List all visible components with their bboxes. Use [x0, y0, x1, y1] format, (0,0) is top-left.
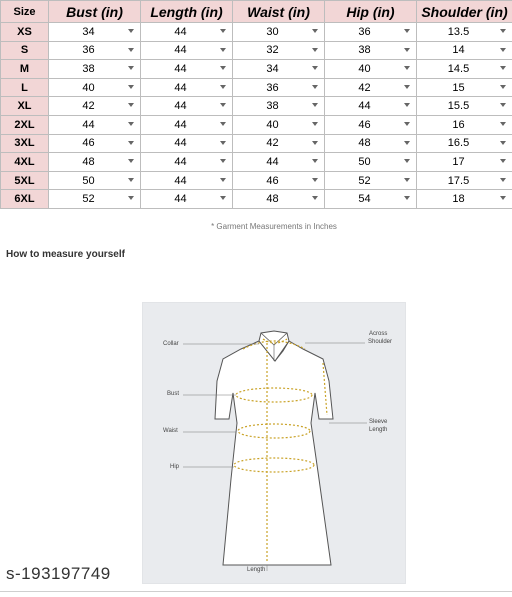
- size-cell: 4XL: [1, 153, 49, 172]
- column-header-bust: Bust (in): [49, 1, 141, 23]
- dropdown-arrow-icon[interactable]: [500, 141, 506, 145]
- dropdown-arrow-icon[interactable]: [404, 48, 410, 52]
- shoulder-cell[interactable]: [417, 60, 512, 79]
- size-cell: XS: [1, 23, 49, 42]
- dropdown-arrow-icon[interactable]: [312, 159, 318, 163]
- column-header-waist: Waist (in): [233, 1, 325, 23]
- hip-cell[interactable]: [325, 171, 417, 190]
- waist-cell[interactable]: [233, 60, 325, 79]
- size-cell: 6XL: [1, 190, 49, 209]
- hip-value: 48: [358, 137, 371, 150]
- hip-cell[interactable]: [325, 97, 417, 116]
- size-cell: L: [1, 78, 49, 97]
- shoulder-cell[interactable]: [417, 78, 512, 97]
- bust-cell[interactable]: [49, 171, 141, 190]
- label-across-shoulder-line2: Shoulder: [368, 339, 393, 345]
- dropdown-arrow-icon[interactable]: [128, 66, 134, 70]
- hip-value: 52: [358, 174, 371, 187]
- dropdown-arrow-icon[interactable]: [220, 103, 226, 107]
- dropdown-arrow-icon[interactable]: [312, 66, 318, 70]
- size-cell: 5XL: [1, 171, 49, 190]
- shoulder-value: 14: [452, 44, 465, 57]
- hip-cell[interactable]: [325, 41, 417, 60]
- dropdown-arrow-icon[interactable]: [220, 122, 226, 126]
- dropdown-arrow-icon[interactable]: [500, 85, 506, 89]
- size-chart-table: [0, 0, 512, 209]
- dropdown-arrow-icon[interactable]: [128, 103, 134, 107]
- bust-cell[interactable]: [49, 23, 141, 42]
- bottom-divider: [0, 591, 512, 592]
- bust-value: 44: [82, 118, 95, 131]
- hip-cell[interactable]: [325, 153, 417, 172]
- dropdown-arrow-icon[interactable]: [500, 29, 506, 33]
- table-row: [1, 115, 512, 134]
- waist-value: 46: [266, 174, 279, 187]
- dropdown-arrow-icon[interactable]: [404, 178, 410, 182]
- table-body: [1, 23, 512, 209]
- label-sleeve-line2: Length: [369, 427, 388, 433]
- dropdown-arrow-icon[interactable]: [404, 122, 410, 126]
- dropdown-arrow-icon[interactable]: [220, 178, 226, 182]
- shoulder-value: 16: [452, 118, 465, 131]
- length-value: 44: [174, 25, 187, 38]
- waist-value: 36: [266, 81, 279, 94]
- hip-value: 54: [358, 193, 371, 206]
- dropdown-arrow-icon[interactable]: [128, 122, 134, 126]
- dress-outline: [215, 341, 333, 565]
- hip-cell[interactable]: [325, 78, 417, 97]
- shoulder-cell[interactable]: [417, 190, 512, 209]
- bust-cell[interactable]: [49, 97, 141, 116]
- bust-cell[interactable]: [49, 134, 141, 153]
- hip-value: 40: [358, 62, 371, 75]
- bust-value: 34: [82, 25, 95, 38]
- dropdown-arrow-icon[interactable]: [312, 48, 318, 52]
- waist-cell[interactable]: [233, 78, 325, 97]
- shoulder-value: 14.5: [447, 62, 470, 75]
- length-value: 44: [174, 81, 187, 94]
- length-cell[interactable]: [141, 23, 233, 42]
- hip-value: 44: [358, 100, 371, 113]
- waist-cell[interactable]: [233, 171, 325, 190]
- dropdown-arrow-icon[interactable]: [500, 196, 506, 200]
- hip-cell[interactable]: [325, 190, 417, 209]
- length-value: 44: [174, 100, 187, 113]
- length-value: 44: [174, 193, 187, 206]
- length-value: 44: [174, 155, 187, 168]
- size-cell: M: [1, 60, 49, 79]
- bust-value: 38: [82, 62, 95, 75]
- hip-cell[interactable]: [325, 23, 417, 42]
- dropdown-arrow-icon[interactable]: [500, 159, 506, 163]
- shoulder-cell[interactable]: [417, 97, 512, 116]
- waist-value: 34: [266, 62, 279, 75]
- waist-value: 30: [266, 25, 279, 38]
- label-length: Length: [247, 567, 266, 573]
- bust-cell[interactable]: [49, 78, 141, 97]
- dropdown-arrow-icon[interactable]: [312, 85, 318, 89]
- dropdown-arrow-icon[interactable]: [312, 103, 318, 107]
- product-id-watermark: s-193197749: [6, 564, 111, 583]
- bust-cell[interactable]: [49, 115, 141, 134]
- shoulder-value: 16.5: [447, 137, 470, 150]
- length-value: 44: [174, 118, 187, 131]
- table-row: [1, 190, 512, 209]
- dropdown-arrow-icon[interactable]: [404, 196, 410, 200]
- measurement-note: * Garment Measurements in Inches: [211, 222, 337, 231]
- shoulder-cell[interactable]: [417, 115, 512, 134]
- length-cell[interactable]: [141, 115, 233, 134]
- table-row: [1, 153, 512, 172]
- dropdown-arrow-icon[interactable]: [312, 141, 318, 145]
- label-across-shoulder-line1: Across: [369, 331, 388, 337]
- dropdown-arrow-icon[interactable]: [404, 66, 410, 70]
- table-row: [1, 23, 512, 42]
- shoulder-value: 17: [452, 155, 465, 168]
- waist-value: 48: [266, 193, 279, 206]
- dropdown-arrow-icon[interactable]: [312, 29, 318, 33]
- label-collar: Collar: [163, 341, 179, 347]
- shoulder-value: 15: [452, 81, 465, 94]
- waist-cell[interactable]: [233, 41, 325, 60]
- table-row: [1, 134, 512, 153]
- waist-cell[interactable]: [233, 190, 325, 209]
- label-hip: Hip: [170, 464, 180, 470]
- length-cell[interactable]: [141, 134, 233, 153]
- bust-value: 48: [82, 155, 95, 168]
- table-row: [1, 78, 512, 97]
- hip-cell[interactable]: [325, 115, 417, 134]
- waist-value: 44: [266, 155, 279, 168]
- section-title: How to measure yourself: [6, 249, 125, 260]
- bust-value: 50: [82, 174, 95, 187]
- dropdown-arrow-icon[interactable]: [312, 178, 318, 182]
- bust-cell[interactable]: [49, 190, 141, 209]
- hip-value: 38: [358, 44, 371, 57]
- length-cell[interactable]: [141, 41, 233, 60]
- dropdown-arrow-icon[interactable]: [500, 103, 506, 107]
- dropdown-arrow-icon[interactable]: [220, 48, 226, 52]
- bust-cell[interactable]: [49, 153, 141, 172]
- waist-value: 38: [266, 100, 279, 113]
- measurement-diagram: [142, 302, 406, 584]
- dropdown-arrow-icon[interactable]: [404, 85, 410, 89]
- dropdown-arrow-icon[interactable]: [220, 85, 226, 89]
- bust-cell[interactable]: [49, 41, 141, 60]
- waist-value: 40: [266, 118, 279, 131]
- size-cell: S: [1, 41, 49, 60]
- length-cell[interactable]: [141, 190, 233, 209]
- length-value: 44: [174, 174, 187, 187]
- length-value: 44: [174, 137, 187, 150]
- shoulder-value: 18: [452, 193, 465, 206]
- table-row: [1, 97, 512, 116]
- shoulder-cell[interactable]: [417, 171, 512, 190]
- hip-value: 42: [358, 81, 371, 94]
- dropdown-arrow-icon[interactable]: [128, 178, 134, 182]
- shoulder-value: 15.5: [447, 100, 470, 113]
- dropdown-arrow-icon[interactable]: [220, 141, 226, 145]
- length-cell[interactable]: [141, 97, 233, 116]
- dropdown-arrow-icon[interactable]: [128, 48, 134, 52]
- label-sleeve-line1: Sleeve: [369, 419, 388, 425]
- length-cell[interactable]: [141, 60, 233, 79]
- hip-cell[interactable]: [325, 60, 417, 79]
- dropdown-arrow-icon[interactable]: [128, 141, 134, 145]
- dropdown-arrow-icon[interactable]: [128, 159, 134, 163]
- table-row: [1, 60, 512, 79]
- size-cell: 3XL: [1, 134, 49, 153]
- hip-value: 36: [358, 25, 371, 38]
- dropdown-arrow-icon[interactable]: [220, 196, 226, 200]
- waist-cell[interactable]: [233, 23, 325, 42]
- table-row: [1, 41, 512, 60]
- length-value: 44: [174, 44, 187, 57]
- dropdown-arrow-icon[interactable]: [500, 122, 506, 126]
- column-header-length: Length (in): [141, 1, 233, 23]
- hip-cell[interactable]: [325, 134, 417, 153]
- dropdown-arrow-icon[interactable]: [220, 29, 226, 33]
- hip-value: 50: [358, 155, 371, 168]
- table-header-row: [1, 1, 512, 23]
- label-waist: Waist: [163, 428, 178, 434]
- dropdown-arrow-icon[interactable]: [312, 122, 318, 126]
- waist-cell[interactable]: [233, 153, 325, 172]
- dropdown-arrow-icon[interactable]: [500, 48, 506, 52]
- dropdown-arrow-icon[interactable]: [404, 141, 410, 145]
- bust-value: 40: [82, 81, 95, 94]
- length-cell[interactable]: [141, 171, 233, 190]
- bust-value: 46: [82, 137, 95, 150]
- waist-cell[interactable]: [233, 97, 325, 116]
- bust-cell[interactable]: [49, 60, 141, 79]
- table-row: [1, 171, 512, 190]
- waist-cell[interactable]: [233, 115, 325, 134]
- label-bust: Bust: [167, 391, 180, 397]
- bust-value: 52: [82, 193, 95, 206]
- waist-value: 32: [266, 44, 279, 57]
- length-cell[interactable]: [141, 78, 233, 97]
- size-cell: 2XL: [1, 115, 49, 134]
- dropdown-arrow-icon[interactable]: [220, 66, 226, 70]
- hip-value: 46: [358, 118, 371, 131]
- length-cell[interactable]: [141, 153, 233, 172]
- dropdown-arrow-icon[interactable]: [404, 159, 410, 163]
- dropdown-arrow-icon[interactable]: [128, 85, 134, 89]
- dropdown-arrow-icon[interactable]: [500, 178, 506, 182]
- dropdown-arrow-icon[interactable]: [404, 29, 410, 33]
- dropdown-arrow-icon[interactable]: [220, 159, 226, 163]
- shoulder-cell[interactable]: [417, 134, 512, 153]
- bust-value: 42: [82, 100, 95, 113]
- dropdown-arrow-icon[interactable]: [404, 103, 410, 107]
- column-header-shoulder: Shoulder (in): [417, 1, 512, 23]
- dropdown-arrow-icon[interactable]: [128, 29, 134, 33]
- length-value: 44: [174, 62, 187, 75]
- size-cell: XL: [1, 97, 49, 116]
- shoulder-cell[interactable]: [417, 23, 512, 42]
- column-header-hip: Hip (in): [325, 1, 417, 23]
- column-header-size: Size: [1, 1, 49, 23]
- waist-cell[interactable]: [233, 134, 325, 153]
- dropdown-arrow-icon[interactable]: [128, 196, 134, 200]
- waist-value: 42: [266, 137, 279, 150]
- bust-value: 36: [82, 44, 95, 57]
- dropdown-arrow-icon[interactable]: [500, 66, 506, 70]
- shoulder-value: 17.5: [447, 174, 470, 187]
- shoulder-cell[interactable]: [417, 41, 512, 60]
- shoulder-cell[interactable]: [417, 153, 512, 172]
- shoulder-value: 13.5: [447, 25, 470, 38]
- dropdown-arrow-icon[interactable]: [312, 196, 318, 200]
